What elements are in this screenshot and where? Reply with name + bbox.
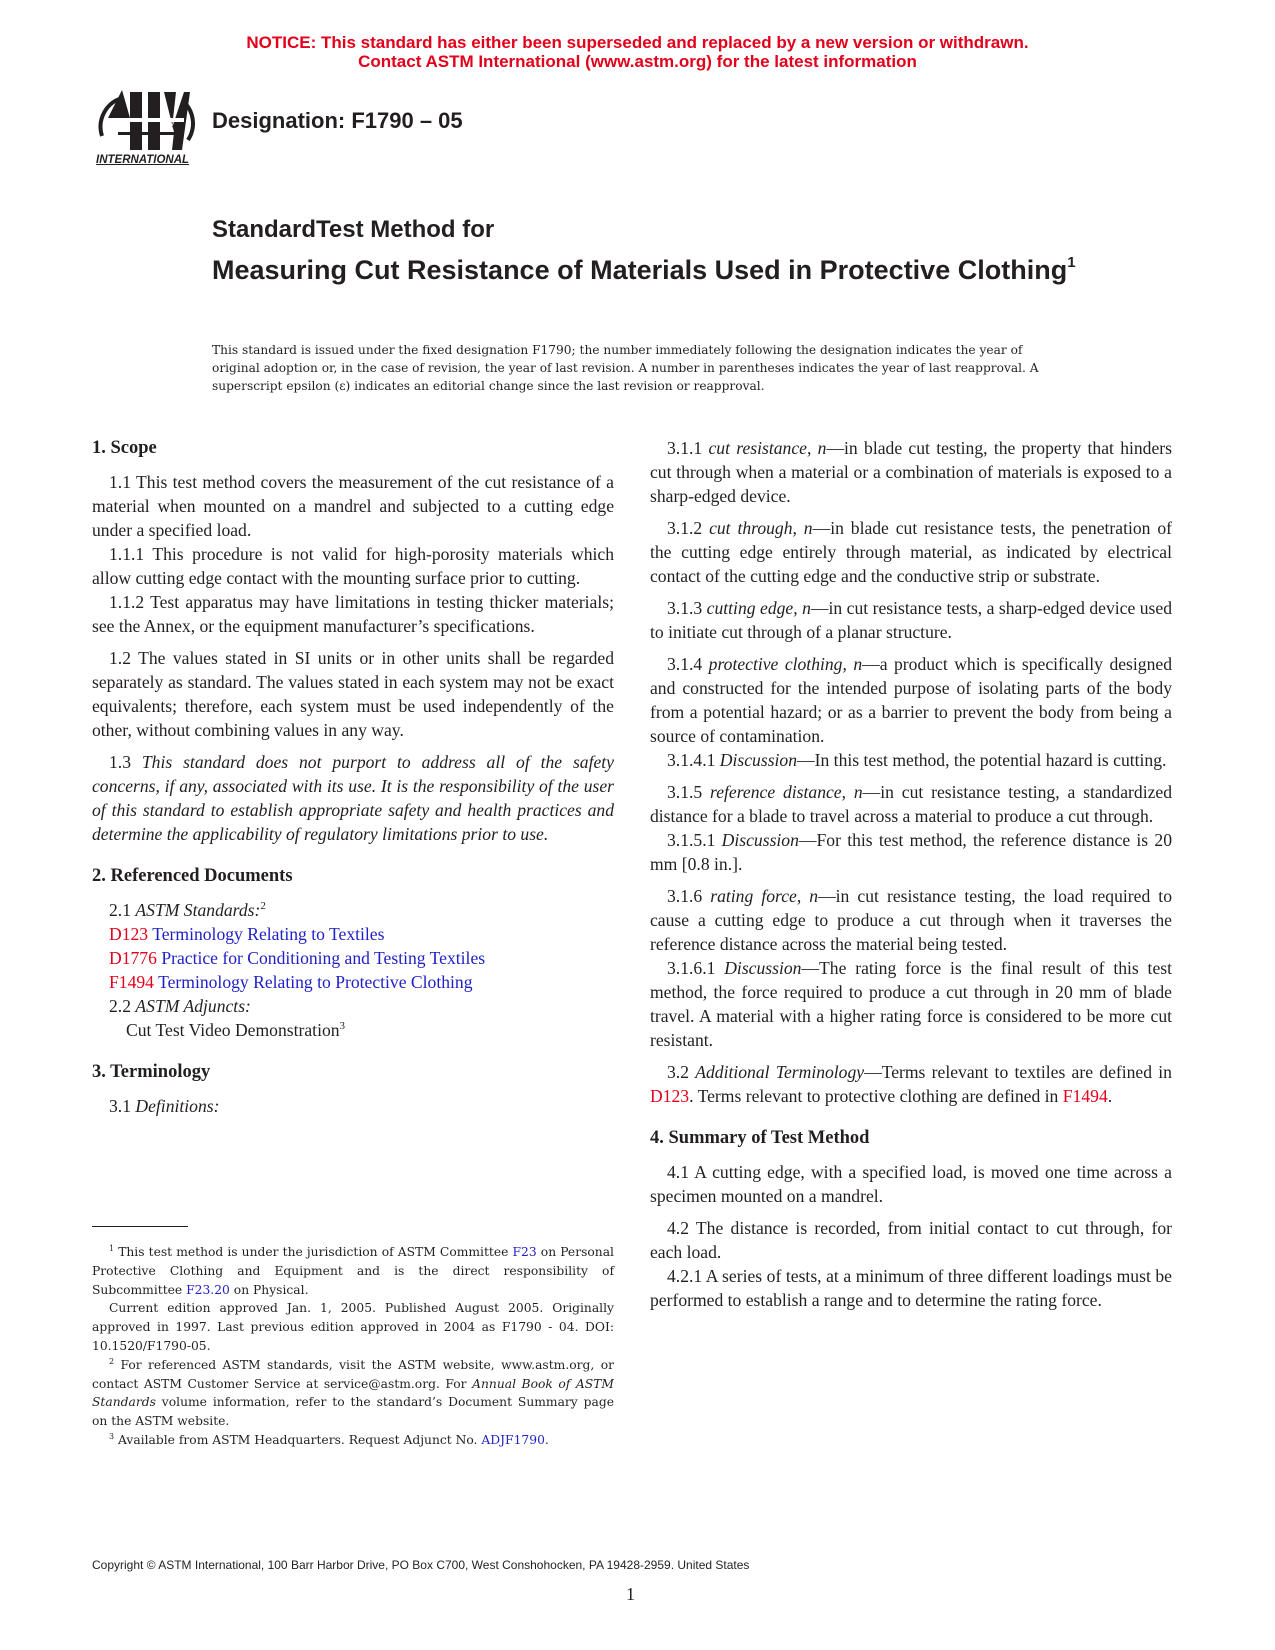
definition-term: reference distance, n	[710, 782, 863, 802]
reference-title[interactable]: Practice for Conditioning and Testing Textiles	[161, 948, 486, 968]
definition-text: —a product which is specifically designed and constructed for the intended purpose of isolating parts of the body from a potential hazard; or as a barrier to prevent the body from being a source of contamination.	[650, 654, 1172, 746]
definition-number: 3.1.5	[667, 782, 703, 802]
definition-text: —in blade cut testing, the property that hinders cut through when a material or a combination of materials is exposed to a sharp-edged device.	[650, 438, 1172, 506]
section-heading-referenced-documents: 2. Referenced Documents	[92, 866, 293, 886]
para-4-2: 4.2 The distance is recorded, from initial contact to cut through, for each load.	[650, 1218, 1172, 1262]
committee-link[interactable]: F23	[512, 1245, 537, 1259]
title-footnote-mark: 1	[1067, 254, 1076, 271]
para-2-2-label: ASTM Adjuncts:	[135, 996, 251, 1016]
definition-3-1-1	[650, 436, 1172, 508]
section-heading-terminology: 3. Terminology	[92, 1062, 211, 1082]
definition-term: Discussion	[721, 830, 799, 850]
para-3-2	[650, 1060, 1172, 1108]
footnote-2-text-b: volume information, refer to the standard’s Document Summary page on the ASTM website.	[92, 1395, 614, 1429]
reference-d1776[interactable]	[92, 946, 614, 970]
reference-code[interactable]: D123	[109, 924, 149, 944]
definition-number: 3.1.6.1	[667, 958, 716, 978]
definition-text: —in cut resistance testing, a standardized distance for a blade to travel across a material to produce a cut through.	[650, 782, 1172, 826]
para-2-2	[92, 994, 614, 1018]
adjunct-item	[92, 1018, 614, 1042]
reference-title[interactable]: Terminology Relating to Textiles	[152, 924, 385, 944]
designation: Designation: F1790 – 05	[212, 108, 463, 133]
title-prefix: StandardTest Method for	[212, 216, 495, 243]
definition-number: 3.1.5.1	[667, 830, 716, 850]
footnote-1-edition: Current edition approved Jan. 1, 2005. Published August 2005. Originally approved in 1997. Last previous edition approved in 2004 as F1790 - 04. DOI: 10.1520/F1790-05.	[92, 1301, 614, 1353]
definition-term: protective clothing, n	[708, 654, 863, 674]
footnote-1-text-a: This test method is under the jurisdiction of ASTM Committee	[118, 1245, 509, 1259]
title-text: Measuring Cut Resistance of Materials Used in Protective Clothing	[212, 255, 1068, 285]
para-2-1-number: 2.1	[109, 900, 131, 920]
section-heading-scope: 1. Scope	[92, 438, 157, 458]
subcommittee-link[interactable]: F23.20	[186, 1282, 230, 1297]
footnote-1-text-b: on Personal Protective Clothing and Equipment and is the direct responsibility of Subcommittee	[92, 1245, 614, 1297]
footnote-2	[92, 1356, 614, 1431]
left-column	[92, 436, 614, 1118]
definition-text: —in cut resistance tests, a sharp-edged device used to initiate cut through of a planar structure.	[650, 598, 1172, 642]
para-3-2-text-b: . Terms relevant to protective clothing are defined in	[689, 1086, 1059, 1106]
footnote-2-text-a: For referenced ASTM standards, visit the ASTM website, www.astm.org, or contact ASTM Customer Service at service@astm.org. For	[92, 1357, 614, 1391]
footnote-2-mark: 2	[109, 1356, 115, 1366]
para-3-2-text-a: —Terms relevant to textiles are defined in	[864, 1062, 1172, 1082]
para-2-2-number: 2.2	[109, 996, 131, 1016]
reference-code[interactable]: F1494	[109, 972, 154, 992]
definition-3-1-6	[650, 884, 1172, 956]
adjunct-link[interactable]: ADJF1790.	[481, 1432, 549, 1447]
right-column	[650, 436, 1172, 1312]
footnote-3-mark: 3	[109, 1431, 115, 1441]
footnote-divider	[92, 1226, 188, 1227]
section-heading-summary: 4. Summary of Test Method	[650, 1128, 870, 1148]
notice-line-2: Contact ASTM International (www.astm.org) for the latest information	[358, 52, 917, 71]
para-1-3	[92, 750, 614, 846]
definition-3-1-2	[650, 516, 1172, 588]
footnote-1-text-c: on Physical.	[233, 1282, 309, 1297]
definition-term: Discussion	[724, 958, 802, 978]
copyright-notice: Copyright © ASTM International, 100 Barr Harbor Drive, PO Box C700, West Conshohocken, PA 19428-2959. United States	[92, 1558, 750, 1572]
footnotes	[92, 1243, 614, 1450]
definition-3-1-4-1	[650, 748, 1172, 772]
definition-text: —In this test method, the potential hazard is cutting.	[797, 750, 1167, 770]
definition-3-1-5-1	[650, 828, 1172, 876]
para-4-1: 4.1 A cutting edge, with a specified load, is moved one time across a specimen mounted on a mandrel.	[650, 1162, 1172, 1206]
para-1-1-2: 1.1.2 Test apparatus may have limitations in testing thicker materials; see the Annex, or the equipment manufacturer’s specifications.	[92, 592, 614, 636]
definition-3-1-4	[650, 652, 1172, 748]
d123-link[interactable]: D123	[650, 1086, 690, 1106]
para-2-1	[92, 898, 614, 922]
footnote-3-text: Available from ASTM Headquarters. Request Adjunct No.	[118, 1432, 478, 1447]
reference-code[interactable]: D1776	[109, 948, 157, 968]
footnote-3	[92, 1431, 614, 1450]
adjunct-footnote-mark: 3	[339, 1020, 346, 1032]
para-3-2-text-c: .	[1107, 1086, 1113, 1106]
definition-term: rating force, n	[710, 886, 819, 906]
definition-number: 3.1.4.1	[667, 750, 716, 770]
definition-3-1-5	[650, 780, 1172, 828]
definition-term: cut through, n	[709, 518, 813, 538]
footnote-2-italic: Annual Book of ASTM Standards	[92, 1376, 614, 1410]
issuance-note: This standard is issued under the fixed designation F1790; the number immediately following the designation indicates the year of original adoption or, in the case of revision, the year of last revision. A number in parentheses indicates the year of last reapproval. A superscript epsilon (ε) indicates an editorial change since the last revision or reapproval.	[212, 343, 1039, 393]
definition-term: cut resistance, n	[708, 438, 827, 458]
definition-term: Additional Terminology	[695, 1062, 865, 1082]
logo-international-text: INTERNATIONAL	[96, 154, 190, 166]
reference-d123[interactable]	[92, 922, 614, 946]
para-4-2-1: 4.2.1 A series of tests, at a minimum of three different loadings must be performed to establish a range and to determine the rating force.	[650, 1266, 1172, 1310]
definition-number: 3.1.4	[667, 654, 703, 674]
f1494-link[interactable]: F1494	[1062, 1086, 1108, 1106]
adjunct-title: Cut Test Video Demonstration	[126, 1020, 340, 1040]
definition-number: 3.1.2	[667, 518, 703, 538]
definition-3-1-6-1	[650, 956, 1172, 1052]
footnote-1-mark: 1	[109, 1244, 115, 1253]
definition-number: 3.1.1	[667, 438, 703, 458]
para-3-1-label: Definitions:	[135, 1096, 220, 1116]
reference-title[interactable]: Terminology Relating to Protective Clothing	[158, 972, 473, 992]
para-2-1-footnote-mark: 2	[260, 900, 266, 912]
para-1-3-number: 1.3	[109, 752, 131, 772]
definition-number: 3.2	[667, 1062, 689, 1082]
footnote-1	[92, 1243, 614, 1299]
astm-logo	[92, 88, 198, 174]
page-number: 1	[626, 1584, 635, 1604]
definition-text: —For this test method, the reference distance is 20 mm [0.8 in.].	[650, 830, 1172, 874]
para-3-1	[92, 1094, 614, 1118]
para-1-3-text: This standard does not purport to address all of the safety concerns, if any, associated with its use. It is the responsibility of the user of this standard to establish appropriate safety and health practices and determine the applicability of regulatory limitations prior to use.	[92, 752, 614, 844]
definition-text: —in blade cut resistance tests, the penetration of the cutting edge entirely through material, as indicated by electrical contact of the cutting edge and the conductive strip or substrate.	[650, 518, 1172, 586]
definition-text: —in cut resistance testing, the load required to cause a cutting edge to produce a cut through when it traverses the reference distance across the material being tested.	[650, 886, 1172, 954]
para-1-2: 1.2 The values stated in SI units or in other units shall be regarded separately as standard. The values stated in each system may not be exact equivalents; therefore, each system must be used independently of the other, without combining values in any way.	[92, 648, 614, 740]
document-title	[212, 246, 1092, 287]
definition-text: —The rating force is the final result of this test method, the force required to produce a cut through in 20 mm of blade travel. A material with a higher rating force is considered to be more cut resistant.	[650, 958, 1172, 1050]
definition-number: 3.1.6	[667, 886, 703, 906]
definition-number: 3.1.3	[667, 598, 703, 618]
para-1-1: 1.1 This test method covers the measurement of the cut resistance of a material when mounted on a mandrel and subjected to a cutting edge under a specified load.	[92, 472, 614, 540]
para-1-1-1: 1.1.1 This procedure is not valid for high-porosity materials which allow cutting edge contact with the mounting surface prior to cutting.	[92, 544, 614, 588]
definition-3-1-3	[650, 596, 1172, 644]
para-3-1-number: 3.1	[109, 1096, 131, 1116]
definition-term: cutting edge, n	[706, 598, 811, 618]
definition-term: Discussion	[719, 750, 798, 770]
notice-line-1: NOTICE: This standard has either been superseded and replaced by a new version or withdrawn.	[246, 33, 1029, 52]
reference-f1494[interactable]	[92, 970, 614, 994]
para-2-1-label: ASTM Standards:	[135, 900, 261, 920]
